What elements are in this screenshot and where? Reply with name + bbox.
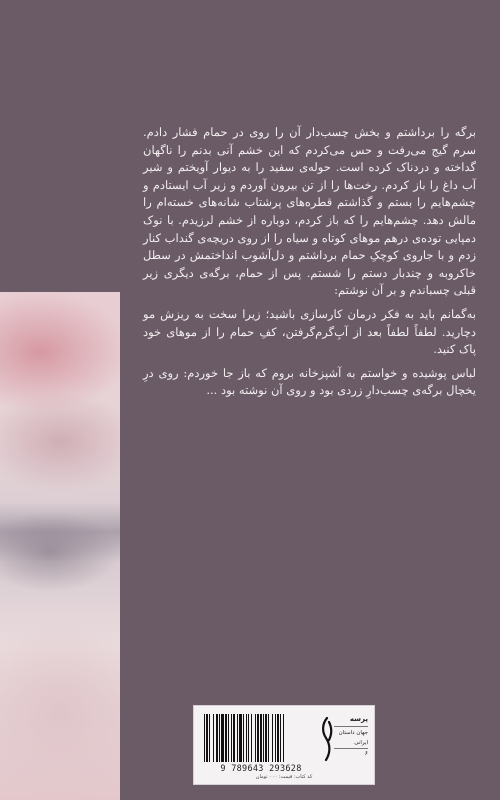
- barcode-bars: [204, 714, 316, 762]
- isbn-number: 9 789643 293628: [220, 764, 302, 774]
- barcode-card: [193, 705, 375, 785]
- back-cover-text: [143, 124, 476, 406]
- series-title: پرسه: [349, 715, 368, 723]
- paragraph-3: لباس پوشیده و خواستم به آشپزخانه بروم که باز جا خوردم: روی درِ یخچال برگه‌ی چسب‌دارِ زردی بود و روی آن نوشته بود ...: [143, 365, 476, 398]
- paragraph-2: به‌گمانم باید به فکر درمان کارسازی باشید؛ زیرا سخت به ریزش مو دچارید. لطفاً لطفاً بعد از آبِ‌گرم‌گرفتن، کفِ حمام را از موهای خود پاک کنید.: [143, 306, 476, 357]
- paragraph-1: برگه را برداشتم و بخش چسب‌دار آن را روی در حمام فشار دادم. سرم گیج می‌رفت و حس می‌کردم که این خشم آنی بدنم را ناگهان گداخته و دردناک کرده است. حوله‌ی سفید را به دیوار آویختم و شیر آب داغ را باز کردم. رخت‌ها را از تن بیرون آوردم و زیر آب ایستادم و چشم‌هایم را بستم و گذاشتم قطره‌های پرشتاب شانه‌های خسته‌ام را مالش دهد. چشم‌هایم را که باز کردم، دوباره از خشم لرزیدم. با نوک دمپایی توده‌ی درهم موهای کوتاه و سیاه را از روی دریچه‌ی گنداب کنار زدم و با جاروی کوچکِ حمام برداشتم و دل‌آشوب انداختمش در سطل خاکروبه و چندبار دستم را شستم. پس از حمام، برگه‌ی دیگری زیر قبلی چسباندم و بر آن نوشتم:: [143, 125, 476, 298]
- series-subtitle: جهان داستان ایرانی: [334, 726, 368, 748]
- price-line: کد کتاب: قیمت: ۰۰۰ تومان: [255, 774, 313, 780]
- watercolor-decoration: [0, 292, 120, 800]
- series-number: ۶: [334, 748, 368, 758]
- publisher-logo-icon: [320, 714, 334, 764]
- series-info: [334, 714, 368, 758]
